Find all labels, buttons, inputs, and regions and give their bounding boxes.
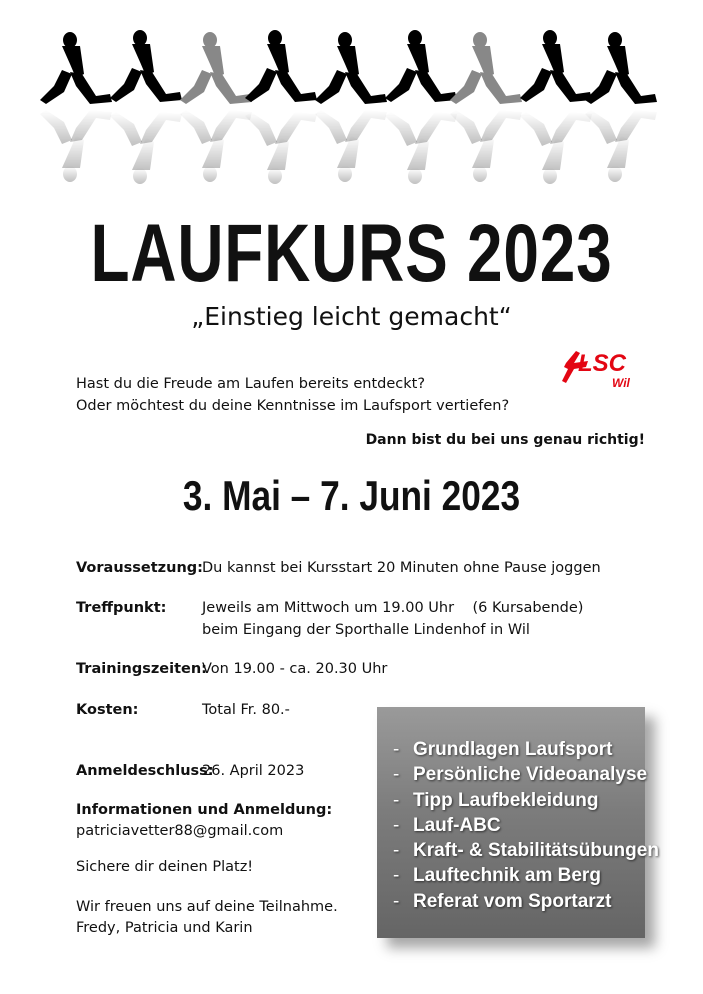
topic-item (393, 762, 648, 787)
bullet-dash: - (393, 814, 400, 836)
topic-item (393, 788, 645, 813)
info-value: Von 19.00 - ca. 20.30 Uhr (202, 661, 388, 677)
info-label: Voraussetzung: (76, 560, 203, 576)
bullet-dash: - (393, 789, 400, 811)
info-label: Treffpunkt: (76, 600, 167, 616)
course-dates: 3. Mai – 7. Juni 2023 (182, 472, 521, 519)
info-trainingszeiten (76, 658, 387, 680)
info-kosten (76, 699, 290, 721)
topic-item (393, 813, 645, 838)
topic-label: Tipp Laufbekleidung (413, 789, 599, 811)
info-value: 26. April 2023 (202, 763, 305, 779)
topic-label: Lauftechnik am Berg (413, 865, 601, 887)
highlight-text: Dann bist du bei uns genau richtig! (365, 432, 645, 448)
topics-list (377, 707, 659, 914)
svg-text:LSC: LSC (578, 350, 626, 377)
course-topics-box (377, 707, 659, 938)
contact-heading: Informationen und Anmeldung: (76, 802, 333, 818)
info-value: beim Eingang der Sporthalle Lindenhof in Wil (202, 622, 530, 638)
info-value: Total Fr. 80.- (202, 702, 290, 718)
closing-line-2: Wir freuen uns auf deine Teilnahme. (76, 899, 338, 915)
info-label: Trainingszeiten: (76, 661, 207, 677)
info-voraussetzung (76, 557, 601, 579)
topic-label: Lauf-ABC (413, 814, 501, 836)
closing-signature: Fredy, Patricia und Karin (76, 920, 253, 936)
topic-label: Persönliche Videoanalyse (413, 764, 648, 786)
intro-line-2: Oder möchtest du deine Kenntnisse im Laufsport vertiefen? (76, 398, 510, 414)
svg-text:Wil: Wil (612, 376, 630, 390)
bullet-dash: - (393, 890, 400, 912)
bullet-dash: - (393, 865, 400, 887)
info-anmeldeschluss (76, 760, 304, 782)
closing-line-1: Sichere dir deinen Platz! (76, 859, 254, 875)
intro-text (76, 373, 509, 417)
topic-label: Referat vom Sportarzt (413, 890, 612, 912)
bullet-dash: - (393, 739, 400, 760)
bullet-dash: - (393, 764, 400, 786)
topic-item (393, 863, 645, 888)
intro-line-1: Hast du die Freude am Laufen bereits entdeckt? (76, 376, 426, 392)
topic-item (393, 737, 645, 762)
runners-silhouette-icon (30, 22, 670, 197)
info-label: Anmeldeschluss: (76, 763, 214, 779)
lsc-logo (562, 343, 646, 393)
info-label: Kosten: (76, 702, 139, 718)
info-value-group (202, 597, 583, 641)
info-value: Jeweils am Mittwoch um 19.00 Uhr (6 Kursabende) (202, 600, 584, 616)
info-value: Du kannst bei Kursstart 20 Minuten ohne Pause joggen (202, 560, 601, 576)
info-treffpunkt (76, 597, 583, 641)
page-title: LAUFKURS 2023 (90, 208, 613, 299)
topic-label: Kraft- & Stabilitätsübungen (413, 840, 659, 862)
contact-email[interactable]: patriciavetter88@gmail.com (76, 823, 284, 839)
topic-label: Grundlagen Laufsport (413, 739, 613, 760)
bullet-dash: - (393, 840, 400, 862)
topic-item (393, 838, 659, 863)
topic-item (393, 889, 645, 914)
subtitle: „Einstieg leicht gemacht“ (191, 302, 512, 331)
